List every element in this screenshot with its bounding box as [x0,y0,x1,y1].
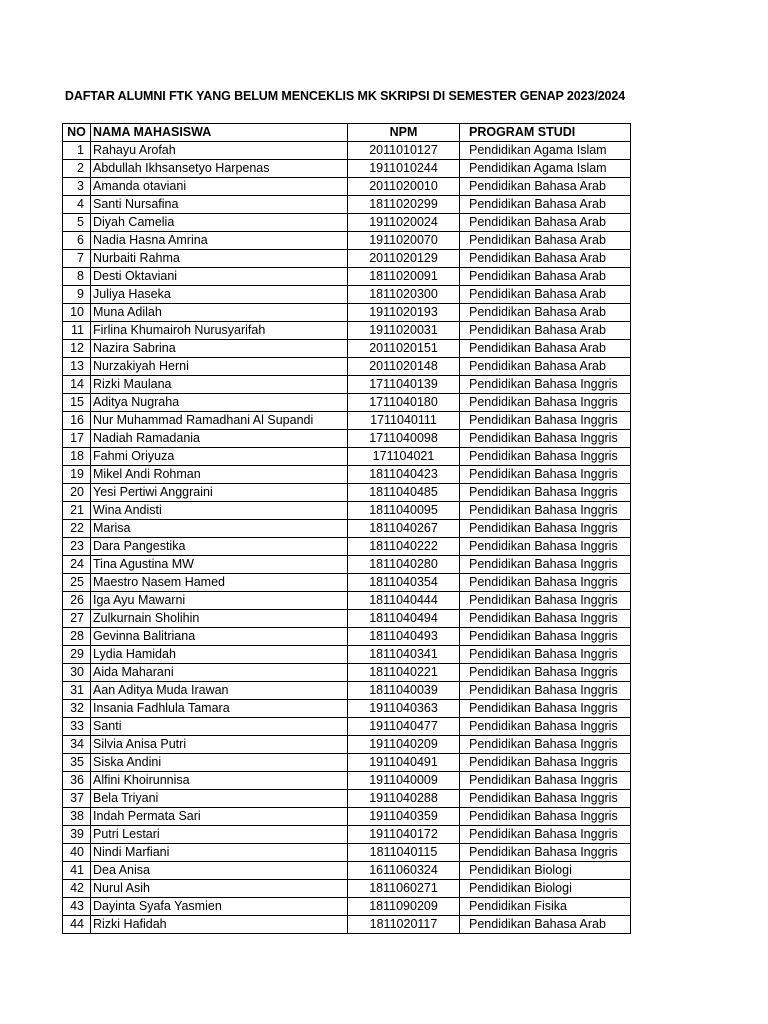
cell-name: Diyah Camelia [91,214,348,232]
cell-program: Pendidikan Bahasa Inggris [460,610,631,628]
cell-program: Pendidikan Bahasa Inggris [460,808,631,826]
cell-npm: 2011020148 [348,358,460,376]
cell-name: Nadiah Ramadania [91,430,348,448]
cell-no: 24 [63,556,91,574]
table-row [63,880,631,898]
table-row [63,772,631,790]
cell-no: 5 [63,214,91,232]
cell-npm: 1711040180 [348,394,460,412]
cell-name: Aditya Nugraha [91,394,348,412]
cell-no: 42 [63,880,91,898]
cell-npm: 1911020070 [348,232,460,250]
table-row [63,304,631,322]
cell-npm: 1911040209 [348,736,460,754]
cell-name: Fahmi Oriyuza [91,448,348,466]
cell-npm: 1911020031 [348,322,460,340]
table-row [63,538,631,556]
cell-no: 17 [63,430,91,448]
cell-npm: 1811060271 [348,880,460,898]
cell-no: 2 [63,160,91,178]
cell-name: Silvia Anisa Putri [91,736,348,754]
cell-name: Insania Fadhlula Tamara [91,700,348,718]
cell-no: 13 [63,358,91,376]
cell-no: 23 [63,538,91,556]
cell-npm: 1711040111 [348,412,460,430]
table-row [63,556,631,574]
cell-name: Rizki Hafidah [91,916,348,934]
cell-no: 35 [63,754,91,772]
cell-name: Nurzakiyah Herni [91,358,348,376]
column-header-name: NAMA MAHASISWA [91,124,348,142]
table-row [63,574,631,592]
cell-name: Nurbaiti Rahma [91,250,348,268]
cell-name: Santi Nursafina [91,196,348,214]
cell-program: Pendidikan Bahasa Inggris [460,664,631,682]
cell-program: Pendidikan Bahasa Arab [460,286,631,304]
cell-name: Nur Muhammad Ramadhani Al Supandi [91,412,348,430]
cell-program: Pendidikan Bahasa Inggris [460,736,631,754]
cell-name: Aan Aditya Muda Irawan [91,682,348,700]
table-row [63,448,631,466]
cell-no: 4 [63,196,91,214]
cell-npm: 1711040098 [348,430,460,448]
cell-name: Muna Adilah [91,304,348,322]
cell-program: Pendidikan Bahasa Arab [460,214,631,232]
cell-no: 34 [63,736,91,754]
table-row [63,178,631,196]
cell-name: Nurul Asih [91,880,348,898]
cell-npm: 1911040359 [348,808,460,826]
table-row [63,646,631,664]
cell-program: Pendidikan Bahasa Arab [460,322,631,340]
cell-no: 8 [63,268,91,286]
cell-program: Pendidikan Bahasa Inggris [460,430,631,448]
cell-no: 38 [63,808,91,826]
table-row [63,286,631,304]
cell-program: Pendidikan Bahasa Inggris [460,376,631,394]
cell-no: 29 [63,646,91,664]
cell-program: Pendidikan Bahasa Inggris [460,502,631,520]
cell-npm: 1811040222 [348,538,460,556]
cell-npm: 1911040363 [348,700,460,718]
cell-name: Gevinna Balitriana [91,628,348,646]
cell-no: 31 [63,682,91,700]
cell-name: Zulkurnain Sholihin [91,610,348,628]
cell-npm: 1811040494 [348,610,460,628]
table-row [63,484,631,502]
cell-name: Tina Agustina MW [91,556,348,574]
cell-program: Pendidikan Bahasa Inggris [460,538,631,556]
column-header-program: PROGRAM STUDI [460,124,631,142]
cell-npm: 1811040039 [348,682,460,700]
cell-name: Desti Oktaviani [91,268,348,286]
cell-program: Pendidikan Bahasa Arab [460,916,631,934]
cell-program: Pendidikan Bahasa Inggris [460,574,631,592]
cell-name: Dara Pangestika [91,538,348,556]
cell-no: 16 [63,412,91,430]
cell-npm: 1911020193 [348,304,460,322]
cell-npm: 1911040477 [348,718,460,736]
cell-name: Wina Andisti [91,502,348,520]
cell-npm: 1811020117 [348,916,460,934]
cell-name: Dea Anisa [91,862,348,880]
cell-program: Pendidikan Bahasa Inggris [460,556,631,574]
cell-name: Lydia Hamidah [91,646,348,664]
cell-program: Pendidikan Bahasa Arab [460,178,631,196]
cell-npm: 1811040493 [348,628,460,646]
cell-npm: 2011020151 [348,340,460,358]
cell-no: 14 [63,376,91,394]
cell-no: 37 [63,790,91,808]
cell-name: Siska Andini [91,754,348,772]
cell-npm: 1811040354 [348,574,460,592]
cell-program: Pendidikan Agama Islam [460,160,631,178]
cell-npm: 1811040221 [348,664,460,682]
cell-program: Pendidikan Bahasa Inggris [460,772,631,790]
table-row [63,664,631,682]
cell-name: Indah Permata Sari [91,808,348,826]
cell-npm: 1811020300 [348,286,460,304]
cell-program: Pendidikan Bahasa Inggris [460,484,631,502]
cell-name: Dayinta Syafa Yasmien [91,898,348,916]
table-row [63,736,631,754]
cell-program: Pendidikan Bahasa Inggris [460,790,631,808]
cell-no: 21 [63,502,91,520]
table-row [63,142,631,160]
cell-program: Pendidikan Bahasa Arab [460,358,631,376]
cell-program: Pendidikan Bahasa Inggris [460,700,631,718]
cell-npm: 1711040139 [348,376,460,394]
cell-program: Pendidikan Bahasa Arab [460,340,631,358]
cell-no: 15 [63,394,91,412]
cell-program: Pendidikan Bahasa Inggris [460,646,631,664]
cell-name: Rizki Maulana [91,376,348,394]
cell-program: Pendidikan Bahasa Arab [460,196,631,214]
cell-program: Pendidikan Fisika [460,898,631,916]
table-row [63,718,631,736]
table-row [63,862,631,880]
cell-no: 44 [63,916,91,934]
table-row [63,592,631,610]
cell-name: Firlina Khumairoh Nurusyarifah [91,322,348,340]
cell-no: 30 [63,664,91,682]
cell-program: Pendidikan Bahasa Inggris [460,394,631,412]
cell-program: Pendidikan Bahasa Arab [460,304,631,322]
table-row [63,160,631,178]
cell-no: 6 [63,232,91,250]
table-row [63,916,631,934]
cell-no: 18 [63,448,91,466]
table-row [63,430,631,448]
document-title: DAFTAR ALUMNI FTK YANG BELUM MENCEKLIS MK SKRIPSI DI SEMESTER GENAP 2023/2024 [64,89,626,103]
cell-npm: 1811040095 [348,502,460,520]
cell-no: 43 [63,898,91,916]
cell-name: Maestro Nasem Hamed [91,574,348,592]
cell-npm: 1911040172 [348,826,460,844]
table-row [63,196,631,214]
table-row [63,214,631,232]
table-row [63,232,631,250]
cell-no: 10 [63,304,91,322]
cell-npm: 2011010127 [348,142,460,160]
table-row [63,700,631,718]
cell-no: 33 [63,718,91,736]
cell-npm: 1911040009 [348,772,460,790]
table-row [63,844,631,862]
cell-name: Nadia Hasna Amrina [91,232,348,250]
cell-no: 41 [63,862,91,880]
cell-program: Pendidikan Bahasa Arab [460,232,631,250]
cell-npm: 1811040444 [348,592,460,610]
table-row [63,466,631,484]
cell-program: Pendidikan Bahasa Inggris [460,520,631,538]
cell-name: Juliya Haseka [91,286,348,304]
table-row [63,322,631,340]
alumni-table [62,123,631,934]
cell-npm: 1611060324 [348,862,460,880]
cell-npm: 1811040267 [348,520,460,538]
cell-program: Pendidikan Bahasa Inggris [460,754,631,772]
cell-no: 27 [63,610,91,628]
cell-npm: 1911040491 [348,754,460,772]
cell-no: 11 [63,322,91,340]
table-body [63,142,631,934]
table-row [63,268,631,286]
cell-npm: 1911020024 [348,214,460,232]
cell-no: 36 [63,772,91,790]
cell-program: Pendidikan Bahasa Inggris [460,844,631,862]
table-row [63,412,631,430]
cell-npm: 1911010244 [348,160,460,178]
cell-no: 32 [63,700,91,718]
table-row [63,250,631,268]
column-header-npm: NPM [348,124,460,142]
cell-program: Pendidikan Agama Islam [460,142,631,160]
cell-program: Pendidikan Bahasa Inggris [460,592,631,610]
cell-no: 28 [63,628,91,646]
cell-no: 20 [63,484,91,502]
table-row [63,754,631,772]
cell-no: 39 [63,826,91,844]
cell-npm: 1811020091 [348,268,460,286]
cell-name: Santi [91,718,348,736]
cell-name: Abdullah Ikhsansetyo Harpenas [91,160,348,178]
cell-no: 12 [63,340,91,358]
cell-program: Pendidikan Biologi [460,880,631,898]
cell-program: Pendidikan Biologi [460,862,631,880]
cell-npm: 1811040280 [348,556,460,574]
table-row [63,376,631,394]
cell-name: Mikel Andi Rohman [91,466,348,484]
table-row [63,610,631,628]
table-row [63,808,631,826]
cell-no: 26 [63,592,91,610]
table-row [63,358,631,376]
table-row [63,502,631,520]
table-row [63,790,631,808]
cell-npm: 1911040288 [348,790,460,808]
cell-no: 25 [63,574,91,592]
cell-npm: 171104021 [348,448,460,466]
cell-npm: 1811090209 [348,898,460,916]
table-row [63,520,631,538]
cell-no: 7 [63,250,91,268]
cell-name: Yesi Pertiwi Anggraini [91,484,348,502]
cell-name: Marisa [91,520,348,538]
table-header-row [63,124,631,142]
cell-npm: 2011020129 [348,250,460,268]
cell-program: Pendidikan Bahasa Inggris [460,682,631,700]
cell-name: Nindi Marfiani [91,844,348,862]
cell-no: 19 [63,466,91,484]
cell-no: 3 [63,178,91,196]
cell-npm: 1811040341 [348,646,460,664]
cell-program: Pendidikan Bahasa Inggris [460,448,631,466]
cell-npm: 1811020299 [348,196,460,214]
table-row [63,628,631,646]
cell-name: Putri Lestari [91,826,348,844]
cell-program: Pendidikan Bahasa Inggris [460,718,631,736]
cell-program: Pendidikan Bahasa Inggris [460,826,631,844]
table-row [63,826,631,844]
cell-npm: 1811040115 [348,844,460,862]
cell-no: 40 [63,844,91,862]
cell-name: Alfini Khoirunnisa [91,772,348,790]
table-row [63,898,631,916]
cell-no: 9 [63,286,91,304]
cell-program: Pendidikan Bahasa Inggris [460,412,631,430]
cell-name: Aida Maharani [91,664,348,682]
cell-npm: 1811040485 [348,484,460,502]
table-row [63,682,631,700]
cell-program: Pendidikan Bahasa Inggris [460,628,631,646]
table-row [63,340,631,358]
cell-npm: 1811040423 [348,466,460,484]
cell-npm: 2011020010 [348,178,460,196]
column-header-no: NO [63,124,91,142]
cell-name: Rahayu Arofah [91,142,348,160]
cell-name: Iga Ayu Mawarni [91,592,348,610]
table-row [63,394,631,412]
cell-no: 22 [63,520,91,538]
cell-name: Bela Triyani [91,790,348,808]
cell-program: Pendidikan Bahasa Inggris [460,466,631,484]
cell-name: Amanda otaviani [91,178,348,196]
cell-name: Nazira Sabrina [91,340,348,358]
cell-no: 1 [63,142,91,160]
cell-program: Pendidikan Bahasa Arab [460,268,631,286]
cell-program: Pendidikan Bahasa Arab [460,250,631,268]
